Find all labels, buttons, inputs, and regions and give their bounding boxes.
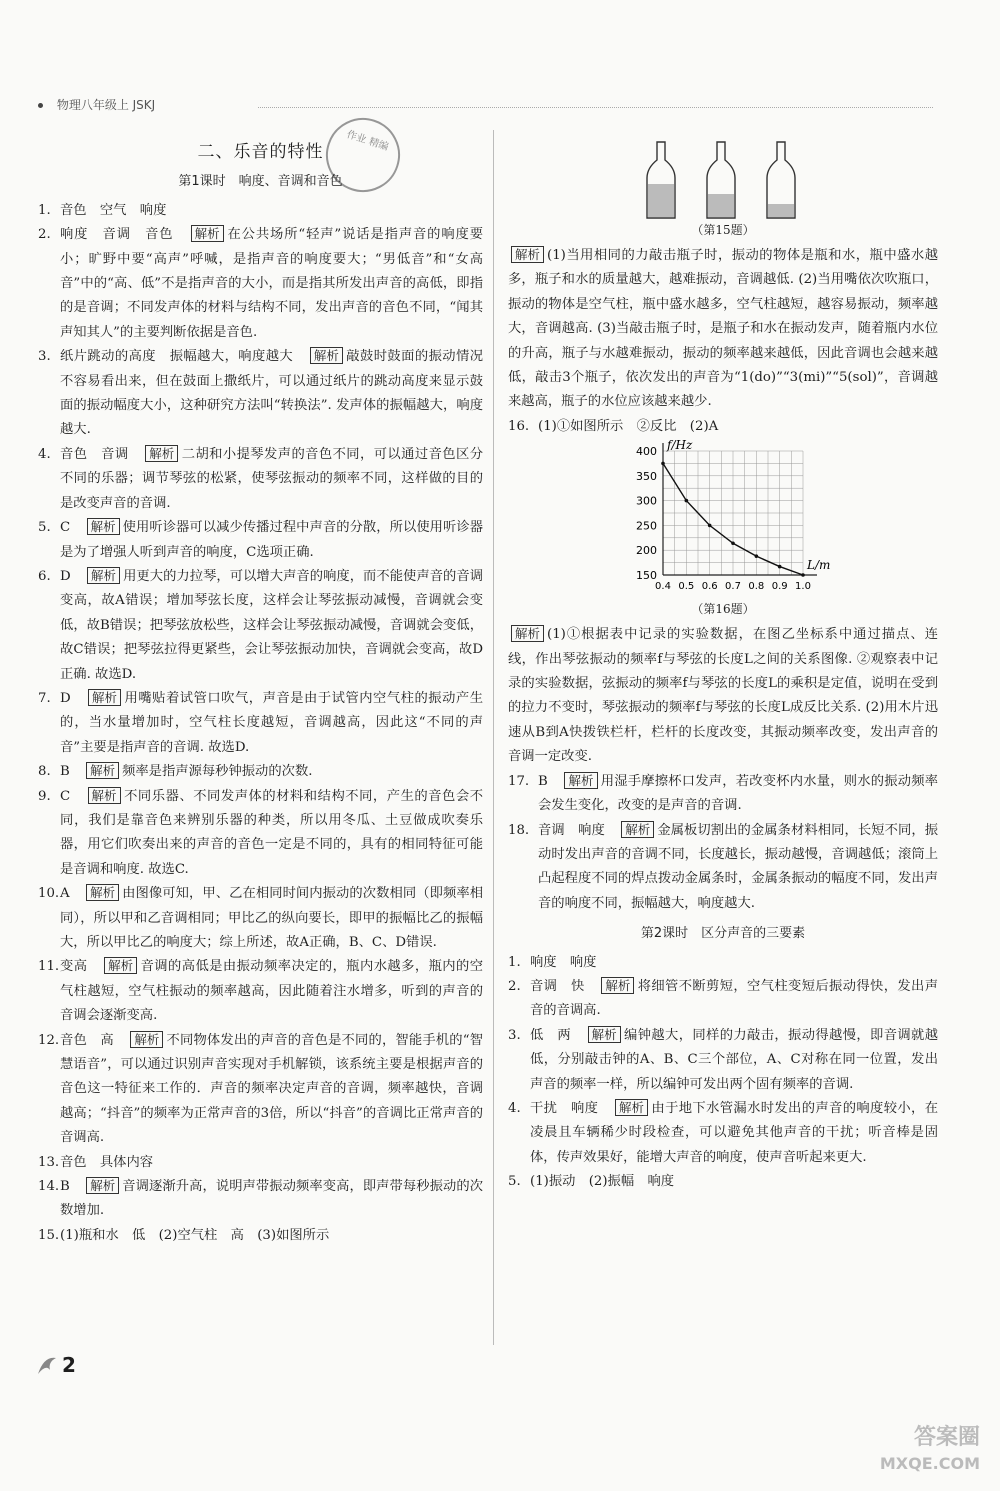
answer-item — [508, 1170, 938, 1194]
lesson-1-title: 第1课时 响度、音调和音色 — [178, 174, 343, 190]
page-number — [36, 1353, 76, 1380]
analysis-tag: 解析 — [87, 518, 120, 535]
data-point — [731, 542, 735, 546]
item-text — [60, 516, 483, 565]
item-number: 9. — [38, 788, 51, 804]
running-header — [38, 96, 933, 118]
x-tick-label: 0.6 — [701, 581, 718, 593]
answer-item — [508, 1024, 938, 1097]
analysis-tag: 解析 — [130, 1031, 163, 1048]
fig16-caption: （第16题） — [691, 602, 755, 617]
analysis-tag: 解析 — [104, 957, 137, 974]
answer-item — [38, 1175, 483, 1224]
q16 — [508, 415, 938, 439]
stamp-text: 作业 精编 — [345, 129, 390, 154]
item-analysis: 频率是指声源每秒钟振动的次数. — [122, 764, 313, 780]
item-analysis: 使用听诊器可以减少传播过程中声音的分散，所以使用听诊器是为了增强人听到声音的响度，C选项正确. — [60, 520, 484, 560]
analysis-tag: 解析 — [86, 884, 119, 901]
item-text — [60, 345, 483, 443]
x-tick-label: 0.4 — [655, 581, 671, 593]
analysis-tag: 解析 — [511, 246, 544, 263]
item-text — [60, 1175, 483, 1224]
x-tick-label: 0.5 — [678, 581, 695, 593]
item-number: 4. — [38, 446, 51, 462]
data-point — [801, 573, 805, 577]
left-column — [38, 140, 483, 1248]
answer-item — [508, 819, 938, 917]
answer-item — [38, 443, 483, 516]
answer-item — [38, 760, 483, 784]
item-answer: 纸片跳动的高度 振幅越大，响度越大 — [60, 349, 294, 365]
y-tick-label: 300 — [636, 494, 657, 508]
water-2 — [708, 194, 734, 217]
item-number: 6. — [38, 568, 51, 584]
answer-item — [38, 199, 483, 223]
item-text — [538, 770, 938, 819]
item-text — [530, 1024, 938, 1097]
item-text — [60, 687, 483, 760]
item-text — [60, 1224, 483, 1248]
q15-analysis-text: (1)当用相同的力敲击瓶子时，振动的物体是瓶和水，瓶中盛水越多，瓶子和水的质量越大，越难振动，音调越低. (2)当用嘴依次吹瓶口，振动的物体是空气柱，瓶中盛水越多，空气柱越短，越容易振动，频率越大，音调越高. (3)当敲击瓶子时，是瓶子和水在振动发声，随着瓶内水位的升高，瓶子与水越难振动，振动的频率越来越低，因此音调也会越来越低，敲击3个瓶子，依次发出的声音为“1(do)”“3(mi)”“5(sol)”，音调越来越高，瓶子的水位应该越来越少. — [508, 248, 938, 410]
q16-number: 16. — [508, 418, 530, 434]
item-analysis: 用湿手摩擦杯口发声，若改变杯内水量，则水的振动频率会发生变化，改变的是声音的音调. — [538, 773, 938, 814]
item-number: 15. — [38, 1227, 60, 1243]
watermark-logo — [880, 1425, 980, 1477]
item-answer: 干扰 响度 — [530, 1100, 599, 1116]
analysis-tag: 解析 — [615, 1099, 648, 1116]
water-3 — [768, 204, 794, 217]
analysis-tag: 解析 — [88, 689, 121, 706]
x-tick-label: 1.0 — [795, 581, 811, 593]
answer-item — [38, 345, 483, 443]
analysis-tag: 解析 — [310, 347, 343, 364]
item-number: 5. — [38, 520, 51, 536]
bullet-icon — [38, 103, 43, 108]
item-answer: (1)振动 (2)振幅 响度 — [530, 1174, 675, 1190]
item-answer: 音色 高 — [60, 1032, 114, 1048]
item-number: 12. — [38, 1032, 60, 1048]
item-text — [530, 1170, 938, 1194]
item-answer: 音调 快 — [530, 978, 585, 994]
item-text — [60, 760, 483, 784]
analysis-tag: 解析 — [588, 1026, 621, 1043]
answer-item — [38, 1029, 483, 1151]
bottles-figure — [633, 140, 813, 220]
item-answer: A — [60, 886, 70, 902]
item-text — [60, 443, 483, 516]
item-number: 7. — [38, 690, 51, 706]
analysis-tag: 解析 — [86, 1177, 119, 1194]
watermark-line1: 答案圈 — [913, 1425, 980, 1450]
x-tick-label: 0.7 — [725, 581, 741, 593]
item-analysis: 由图像可知，甲、乙在相同时间内振动的次数相同（即频率相同），所以甲和乙音调相同；甲比乙的纵向要长，即甲的振幅比乙的振幅大，所以甲比乙的响度大；综上所述，故A正确，B、C、D错误. — [60, 886, 484, 950]
analysis-tag: 解析 — [86, 762, 119, 779]
item-analysis: 用更大的力拉琴，可以增大声音的响度，而不能使声音的音调变高，故A错误；增加琴弦长度，这样会让琴弦振动减慢，音调就会变低，故B错误；把琴弦放松些，这样会让琴弦振动减慢，音调就会变低，故C错误；把琴弦拉得更紧些，会让琴弦振动加快，音调就会变高，故D正确. 故选D. — [60, 568, 484, 682]
item-text — [60, 955, 483, 1028]
y-tick-label: 400 — [636, 445, 657, 459]
item-analysis: 在公共场所“轻声”说话是指声音的响度要小；旷野中要“高声”呼喊，是指声音的响度要大；“男低音”和“女高音”中的“高、低”不是指声音的大小，而是指其所发出声音的高低，即指的是音调；不同发声体的材料与结构不同，发出声音的音色不同，“闻其声知其人”的主要判断依据是音色. — [60, 227, 483, 340]
item-text — [530, 951, 938, 975]
answer-item — [508, 951, 938, 975]
item-answer: D — [60, 690, 71, 706]
q16-analysis-text: (1)①根据表中记录的实验数据，在图乙坐标系中通过描点、连线，作出琴弦振动的频率f与琴弦的长度L之间的关系图像. ②观察表中记录的实验数据，弦振动的频率f与琴弦的长度L的乘积是定值，说明在受到的拉力不变时，琴弦振动的频率f与琴弦的长度L成反比关系. (2)用木片迅速从B到A快拨铁栏杆，栏杆的长度改变，其振动频率改变，发出声音的音调一定改变. — [508, 627, 938, 765]
item-number: 8. — [38, 764, 51, 780]
y-tick-label: 250 — [636, 519, 657, 533]
item-number: 3. — [38, 349, 51, 365]
fig15-caption: （第15题） — [691, 223, 755, 237]
data-point — [778, 565, 782, 569]
item-number: 11. — [38, 959, 60, 975]
item-text — [60, 1029, 483, 1151]
item-number: 13. — [38, 1154, 60, 1170]
answer-list — [38, 199, 483, 1248]
analysis-tag: 解析 — [191, 225, 224, 242]
answer-list-right — [508, 770, 938, 916]
y-axis-label: f/Hz — [667, 439, 693, 453]
data-point — [685, 499, 689, 503]
item-answer: C — [60, 520, 71, 536]
water-1 — [648, 184, 674, 217]
y-tick-label: 150 — [636, 569, 657, 583]
answer-item — [38, 1151, 483, 1175]
y-tick-label: 200 — [636, 544, 657, 558]
item-analysis: 不同乐器、不同发声体的材料和结构不同，产生的音色会不同，我们是靠音色来辨别乐器的种类，所以用冬瓜、土豆做成吹奏乐器，用它们吹奏出来的声音的音色一定是不同的，具有的相同特征可能是音调和响度. 故选C. — [60, 788, 484, 877]
item-number: 14. — [38, 1179, 60, 1195]
analysis-tag: 解析 — [88, 787, 121, 804]
item-answer: B — [538, 773, 548, 789]
item-analysis: 敲鼓时鼓面的振动情况不容易看出来，但在鼓面上撒纸片，可以通过纸片的跳动高度来显示鼓面的振动幅度大小，这种研究方法叫“转换法”. 发声体的振幅越大，响度越大. — [60, 349, 484, 438]
item-analysis: 音调逐渐升高，说明声带振动频率变高，即声带每秒振动的次数增加. — [60, 1179, 484, 1219]
analysis-tag: 解析 — [511, 625, 544, 642]
item-answer: B — [60, 1179, 70, 1195]
item-number: 2. — [38, 227, 51, 243]
answer-item — [508, 1097, 938, 1170]
item-number: 3. — [508, 1027, 521, 1043]
item-answer: 音色 音调 — [60, 446, 129, 462]
analysis-tag: 解析 — [145, 445, 178, 462]
lesson-2-title: 第2课时 区分声音的三要素 — [640, 926, 806, 942]
page-number-text: 2 — [62, 1353, 76, 1377]
right-column — [508, 140, 938, 1195]
section-title: 二、乐音的特性 — [197, 142, 324, 162]
item-answer: 低 两 — [530, 1027, 571, 1043]
y-tick-label: 350 — [636, 470, 657, 484]
analysis-tag: 解析 — [564, 772, 597, 789]
item-answer: 音调 响度 — [538, 822, 605, 838]
item-number: 1. — [38, 202, 51, 218]
x-tick-label: 0.9 — [771, 581, 788, 593]
data-point — [661, 462, 665, 466]
item-text — [60, 1151, 483, 1175]
item-answer: 音色 空气 响度 — [60, 202, 167, 218]
item-answer: C — [60, 788, 71, 804]
answer-item — [38, 1224, 483, 1248]
item-text — [530, 975, 938, 1024]
answer-item — [38, 955, 483, 1028]
q15-analysis — [508, 244, 938, 415]
item-text — [60, 785, 483, 883]
dolphin-icon — [36, 1354, 58, 1380]
item-number: 18. — [508, 822, 530, 838]
q16-answer: (1)①如图所示 ②反比 (2)A — [538, 418, 719, 434]
analysis-tag: 解析 — [87, 567, 120, 584]
header-text: 物理八年级上 JSKJ — [56, 98, 156, 112]
data-point — [755, 555, 759, 559]
data-point — [708, 524, 712, 528]
column-divider — [493, 130, 494, 1345]
answer-item — [38, 882, 483, 955]
answer-item — [38, 516, 483, 565]
item-answer: 响度 响度 — [530, 954, 597, 970]
header-rule — [258, 107, 933, 108]
item-analysis: 将细管不断剪短，空气柱变短后振动得快，发出声音的音调高. — [530, 978, 939, 1019]
x-tick-label: 0.8 — [748, 581, 765, 593]
item-number: 17. — [508, 773, 530, 789]
item-analysis: 不同物体发出的声音的音色是不同的，智能手机的“智慧语音”，可以通过识别声音实现对手机解锁，该系统主要是根据声音的音色这一特征来工作的．声音的频率决定声音的音调，频率越快，音调越高；“抖音”的频率为正常声音的3倍，所以“抖音”的音调比正常声音的音调高. — [60, 1032, 483, 1146]
analysis-tag: 解析 — [621, 821, 654, 838]
item-number: 4. — [508, 1100, 521, 1116]
answer-item — [508, 975, 938, 1024]
item-number: 2. — [508, 978, 521, 994]
item-text — [538, 819, 938, 917]
item-analysis: 二胡和小提琴发声的音色不同，可以通过音色区分不同的乐器；调节琴弦的松紧，使琴弦振动的频率不同，这样做的目的是改变声音的音调. — [60, 446, 484, 511]
item-answer: 响度 音调 音色 — [60, 227, 174, 243]
item-analysis: 金属板切割出的金属条材料相同，长短不同，振动时发出声音的音调不同，长度越长，振动越慢，音调越低；滚筒上凸起程度不同的焊点拨动金属条时，金属条振动的幅度不同，发出声音的响度不同，振幅越大，响度越大. — [538, 822, 939, 911]
item-number: 1. — [508, 954, 521, 970]
item-number: 10. — [38, 886, 60, 902]
item-analysis: 用嘴贴着试管口吹气，声音是由于试管内空气柱的振动产生的，当水量增加时，空气柱长度越短，音调越高，因此这“不同的声音”主要是指声音的音调. 故选D. — [60, 690, 484, 755]
answer-item — [38, 785, 483, 883]
item-text — [60, 882, 483, 955]
item-answer: B — [60, 764, 70, 780]
item-text — [60, 199, 483, 223]
item-number: 5. — [508, 1174, 521, 1190]
item-analysis: 音调的高低是由振动频率决定的，瓶内水越多，瓶内的空气柱越短，空气柱振动的频率越高，因此随着注水增多，听到的声音的音调会逐渐变高. — [60, 959, 484, 1024]
item-answer: D — [60, 568, 71, 584]
item-answer: (1)瓶和水 低 (2)空气柱 高 (3)如图所示 — [60, 1227, 330, 1243]
answer-item — [38, 565, 483, 687]
answer-item — [38, 687, 483, 760]
item-analysis: 编钟越大，同样的力敲击，振动得越慢，即音调就越低，分别敲击钟的A、B、C三个部位，A、C对称在同一位置，发出声音的频率一样，所以编钟可发出两个固有频率的音调. — [530, 1027, 939, 1092]
item-answer: 音色 具体内容 — [60, 1154, 154, 1170]
item-answer: 变高 — [60, 959, 88, 975]
item-analysis: 由于地下水管漏水时发出的声音的响度较小，在凌晨且车辆稀少时段检查，可以避免其他声音的干扰；听音棒是固体，传声效果好，能增大声音的响度，使声音听起来更大. — [530, 1100, 939, 1165]
analysis-tag: 解析 — [601, 977, 634, 994]
answer-item — [38, 223, 483, 345]
x-axis-label: L/m — [807, 558, 831, 573]
frequency-length-chart — [603, 439, 843, 599]
answer-item — [508, 770, 938, 819]
item-text — [60, 223, 483, 345]
watermark-line2: MXQE.COM — [879, 1454, 980, 1473]
answer-list-lesson2 — [508, 951, 938, 1195]
item-text — [530, 1097, 938, 1170]
item-text — [60, 565, 483, 687]
q16-analysis — [508, 623, 938, 769]
